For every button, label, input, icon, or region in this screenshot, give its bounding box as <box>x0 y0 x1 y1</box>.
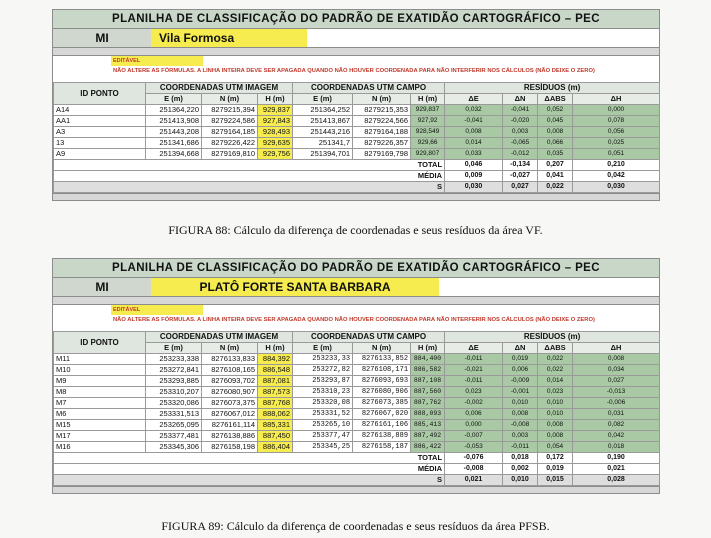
table-row <box>54 420 660 431</box>
cell-n-campo[interactable]: 8276138,889 <box>353 431 411 442</box>
cell-delta-e: 0,000 <box>445 420 503 431</box>
cell-h-img[interactable]: 887,573 <box>258 387 293 398</box>
col-delta-abs: ΔABS <box>538 343 573 354</box>
cell-n-img[interactable]: 8276080,907 <box>202 387 258 398</box>
cell-h-img[interactable]: 886,548 <box>258 365 293 376</box>
cell-e-campo[interactable]: 251443,216 <box>293 127 353 138</box>
cell-id[interactable]: A3 <box>54 127 146 138</box>
cell-e-img[interactable]: 253320,086 <box>146 398 202 409</box>
cell-delta-h: 0,042 <box>573 431 660 442</box>
cell-delta-h: 0,018 <box>573 442 660 453</box>
sheet-title: PLANILHA DE CLASSIFICAÇÃO DO PADRÃO DE EXATIDÃO CARTOGRÁFICO – PEC <box>53 259 659 278</box>
col-delta-n: ΔN <box>503 94 538 105</box>
cell-delta-n: -0,011 <box>503 442 538 453</box>
cell-h-img[interactable]: 887,768 <box>258 398 293 409</box>
sheet-title: PLANILHA DE CLASSIFICAÇÃO DO PADRÃO DE EXATIDÃO CARTOGRÁFICO – PEC <box>53 10 659 29</box>
mi-label: MI <box>53 278 152 296</box>
cell-delta-abs: 0,052 <box>538 105 573 116</box>
cell-delta-abs: 0,008 <box>538 431 573 442</box>
total-delta-e: 0,021 <box>445 475 503 486</box>
col-h-campo: H (m) <box>411 343 445 354</box>
cell-e-campo[interactable]: 251394,701 <box>293 149 353 160</box>
cell-delta-n: 0,008 <box>503 409 538 420</box>
total-label: MÉDIA <box>54 464 445 475</box>
total-label: TOTAL <box>54 160 445 171</box>
cell-e-campo[interactable]: 253310,23 <box>293 387 353 398</box>
cell-delta-h: 0,078 <box>573 116 660 127</box>
cell-n-campo[interactable]: 8276133,852 <box>353 354 411 365</box>
cell-delta-e: -0,041 <box>445 116 503 127</box>
totals-row <box>54 182 660 193</box>
cell-n-img[interactable]: 8276138,886 <box>202 431 258 442</box>
cell-id[interactable]: M15 <box>54 420 146 431</box>
col-h-img: H (m) <box>258 343 293 354</box>
editable-legend: EDITÁVEL <box>111 305 203 315</box>
cell-delta-e: -0,011 <box>445 354 503 365</box>
cell-n-campo[interactable]: 8276080,906 <box>353 387 411 398</box>
cell-n-img[interactable]: 8279164,185 <box>202 127 258 138</box>
mi-row <box>53 278 659 297</box>
campo-coords-header: COORDENADAS UTM CAMPO <box>293 332 445 343</box>
cell-id[interactable]: M7 <box>54 398 146 409</box>
cell-e-img[interactable]: 251364,220 <box>146 105 202 116</box>
col-e-img: E (m) <box>146 343 202 354</box>
cell-e-campo[interactable]: 251364,252 <box>293 105 353 116</box>
total-delta-h: 0,028 <box>573 475 660 486</box>
cell-h-campo[interactable]: 927,92 <box>411 116 445 127</box>
cell-e-img[interactable]: 253331,513 <box>146 409 202 420</box>
total-delta-h: 0,190 <box>573 453 660 464</box>
cell-n-campo[interactable]: 8276158,187 <box>353 442 411 453</box>
cell-id[interactable]: M16 <box>54 442 146 453</box>
cell-delta-h: 0,056 <box>573 127 660 138</box>
cell-delta-e: 0,023 <box>445 387 503 398</box>
cell-h-campo[interactable]: 929,807 <box>411 149 445 160</box>
mi-row <box>53 29 659 48</box>
col-e-campo: E (m) <box>293 94 353 105</box>
table-row <box>54 127 660 138</box>
cell-e-img[interactable]: 251394,668 <box>146 149 202 160</box>
total-delta-n: 0,027 <box>503 182 538 193</box>
cell-delta-n: -0,041 <box>503 105 538 116</box>
cell-n-campo[interactable]: 8279224,566 <box>353 116 411 127</box>
cell-delta-n: -0,008 <box>503 420 538 431</box>
cell-h-img[interactable]: 887,450 <box>258 431 293 442</box>
total-delta-h: 0,042 <box>573 171 660 182</box>
cell-h-img[interactable]: 929,837 <box>258 105 293 116</box>
figure-caption: FIGURA 88: Cálculo da diferença de coordenadas e seus resíduos da área VF. <box>168 223 543 237</box>
cell-n-img[interactable]: 8279226,422 <box>202 138 258 149</box>
cell-h-campo[interactable]: 885,413 <box>411 420 445 431</box>
cell-delta-abs: 0,014 <box>538 376 573 387</box>
cell-h-campo[interactable]: 929,66 <box>411 138 445 149</box>
col-delta-h: ΔH <box>573 343 660 354</box>
cell-id[interactable]: M9 <box>54 376 146 387</box>
col-n-img: N (m) <box>202 94 258 105</box>
cell-h-img[interactable]: 927,843 <box>258 116 293 127</box>
cell-delta-h: 0,031 <box>573 409 660 420</box>
cell-h-campo[interactable]: 928,549 <box>411 127 445 138</box>
cell-n-campo[interactable]: 8276093,693 <box>353 376 411 387</box>
table-row <box>54 116 660 127</box>
cell-e-campo[interactable]: 253265,10 <box>293 420 353 431</box>
cell-delta-h: 0,008 <box>573 354 660 365</box>
cell-id[interactable]: M6 <box>54 409 146 420</box>
total-label: S <box>54 182 445 193</box>
mi-value[interactable]: Vila Formosa <box>151 29 307 47</box>
total-delta-h: 0,210 <box>573 160 660 171</box>
cell-delta-abs: 0,010 <box>538 409 573 420</box>
total-delta-e: -0,008 <box>445 464 503 475</box>
total-label: S <box>54 475 445 486</box>
total-label: MÉDIA <box>54 171 445 182</box>
total-delta-abs: 0,041 <box>538 171 573 182</box>
coordinates-table <box>53 82 660 193</box>
table-row <box>54 442 660 453</box>
totals-row <box>54 475 660 486</box>
table-row <box>54 105 660 116</box>
cell-n-img[interactable]: 8276161,114 <box>202 420 258 431</box>
cell-delta-abs: 0,008 <box>538 420 573 431</box>
figure-caption: FIGURA 89: Cálculo da diferença de coordenadas e seus resíduos da área PFSB. <box>161 519 550 533</box>
col-h-campo: H (m) <box>411 94 445 105</box>
cell-h-img[interactable]: 887,081 <box>258 376 293 387</box>
col-e-img: E (m) <box>146 94 202 105</box>
cell-n-campo[interactable]: 8279226,357 <box>353 138 411 149</box>
totals-row <box>54 464 660 475</box>
cell-h-img[interactable]: 886,404 <box>258 442 293 453</box>
cell-delta-e: 0,006 <box>445 409 503 420</box>
cell-delta-n: -0,065 <box>503 138 538 149</box>
col-h-img: H (m) <box>258 94 293 105</box>
table-row <box>54 387 660 398</box>
total-delta-e: 0,046 <box>445 160 503 171</box>
cell-e-img[interactable]: 253233,338 <box>146 354 202 365</box>
cell-delta-n: 0,019 <box>503 354 538 365</box>
spreadsheet-vila-formosa <box>52 9 660 201</box>
cell-id[interactable]: M8 <box>54 387 146 398</box>
cell-delta-n: 0,003 <box>503 127 538 138</box>
cell-n-campo[interactable]: 8279169,798 <box>353 149 411 160</box>
total-delta-n: 0,002 <box>503 464 538 475</box>
cell-e-campo[interactable]: 253272,82 <box>293 365 353 376</box>
cell-h-img[interactable]: 929,756 <box>258 149 293 160</box>
cell-e-campo[interactable]: 251413,867 <box>293 116 353 127</box>
cell-e-img[interactable]: 251443,208 <box>146 127 202 138</box>
cell-e-campo[interactable]: 253377,47 <box>293 431 353 442</box>
col-delta-n: ΔN <box>503 343 538 354</box>
cell-delta-n: -0,020 <box>503 116 538 127</box>
cell-h-campo[interactable]: 886,582 <box>411 365 445 376</box>
residuos-header: RESÍDUOS (m) <box>445 332 660 343</box>
total-delta-e: 0,030 <box>445 182 503 193</box>
cell-e-img[interactable]: 253293,885 <box>146 376 202 387</box>
cell-h-campo[interactable]: 887,108 <box>411 376 445 387</box>
cell-delta-abs: 0,022 <box>538 354 573 365</box>
id-ponto-header: ID PONTO <box>54 83 146 105</box>
cell-n-img[interactable]: 8276108,165 <box>202 365 258 376</box>
cell-delta-e: 0,008 <box>445 127 503 138</box>
formula-warning: NÃO ALTERE AS FÓRMULAS. A LINHA INTEIRA DEVE SER APAGADA QUANDO NÃO HOUVER COORDENADA PARA NÃO INTERFERIR NOS CÁLCULOS (NÃO DEIXE O ZERO) <box>113 68 595 74</box>
cell-n-img[interactable]: 8279169,810 <box>202 149 258 160</box>
cell-n-img[interactable]: 8279215,394 <box>202 105 258 116</box>
total-delta-n: 0,010 <box>503 475 538 486</box>
cell-delta-abs: 0,022 <box>538 365 573 376</box>
cell-n-campo[interactable]: 8279215,353 <box>353 105 411 116</box>
total-label: TOTAL <box>54 453 445 464</box>
cell-h-img[interactable]: 929,635 <box>258 138 293 149</box>
cell-id[interactable]: M10 <box>54 365 146 376</box>
cell-delta-e: 0,032 <box>445 105 503 116</box>
cell-delta-h: 0,027 <box>573 376 660 387</box>
cell-delta-abs: 0,008 <box>538 127 573 138</box>
coordinates-table <box>53 331 660 486</box>
cell-h-campo[interactable]: 887,560 <box>411 387 445 398</box>
totals-row <box>54 171 660 182</box>
img-coords-header: COORDENADAS UTM IMAGEM <box>146 332 293 343</box>
cell-delta-h: 0,034 <box>573 365 660 376</box>
cell-e-img[interactable]: 253345,306 <box>146 442 202 453</box>
totals-row <box>54 453 660 464</box>
cell-e-campo[interactable]: 253320,08 <box>293 398 353 409</box>
cell-h-campo[interactable]: 887,492 <box>411 431 445 442</box>
cell-delta-e: 0,033 <box>445 149 503 160</box>
cell-n-img[interactable]: 8276073,375 <box>202 398 258 409</box>
cell-delta-n: -0,001 <box>503 387 538 398</box>
separator-strip <box>53 48 659 56</box>
cell-e-campo[interactable]: 253233,33 <box>293 354 353 365</box>
table-row <box>54 365 660 376</box>
cell-delta-e: -0,002 <box>445 398 503 409</box>
cell-delta-e: -0,011 <box>445 376 503 387</box>
cell-n-campo[interactable]: 8276108,171 <box>353 365 411 376</box>
table-row <box>54 431 660 442</box>
col-n-campo: N (m) <box>353 343 411 354</box>
col-delta-e: ΔE <box>445 343 503 354</box>
campo-coords-header: COORDENADAS UTM CAMPO <box>293 83 445 94</box>
cell-delta-abs: 0,054 <box>538 442 573 453</box>
cell-n-campo[interactable]: 8276161,106 <box>353 420 411 431</box>
cell-n-img[interactable]: 8276133,833 <box>202 354 258 365</box>
table-row <box>54 398 660 409</box>
total-delta-h: 0,030 <box>573 182 660 193</box>
separator-strip <box>53 297 659 305</box>
total-delta-n: -0,134 <box>503 160 538 171</box>
cell-h-campo[interactable]: 887,762 <box>411 398 445 409</box>
residuos-header: RESÍDUOS (m) <box>445 83 660 94</box>
cell-e-img[interactable]: 253272,841 <box>146 365 202 376</box>
table-row <box>54 138 660 149</box>
cell-delta-n: 0,010 <box>503 398 538 409</box>
cell-n-img[interactable]: 8276093,702 <box>202 376 258 387</box>
table-row <box>54 354 660 365</box>
cell-h-img[interactable]: 884,392 <box>258 354 293 365</box>
cell-id[interactable]: M17 <box>54 431 146 442</box>
cell-delta-n: 0,003 <box>503 431 538 442</box>
editable-legend: EDITÁVEL <box>111 56 203 66</box>
cell-id[interactable]: A9 <box>54 149 146 160</box>
col-delta-e: ΔE <box>445 94 503 105</box>
cell-e-img[interactable]: 251341,686 <box>146 138 202 149</box>
cell-n-campo[interactable]: 8276073,385 <box>353 398 411 409</box>
col-e-campo: E (m) <box>293 343 353 354</box>
cell-n-campo[interactable]: 8279164,188 <box>353 127 411 138</box>
mi-value[interactable]: PLATÔ FORTE SANTA BARBARA <box>151 278 439 296</box>
cell-delta-abs: 0,045 <box>538 116 573 127</box>
cell-e-campo[interactable]: 253345,25 <box>293 442 353 453</box>
id-ponto-header: ID PONTO <box>54 332 146 354</box>
mi-label: MI <box>53 29 152 47</box>
cell-delta-n: -0,012 <box>503 149 538 160</box>
cell-delta-h: 0,000 <box>573 105 660 116</box>
cell-id[interactable]: M11 <box>54 354 146 365</box>
cell-delta-abs: 0,023 <box>538 387 573 398</box>
cell-h-campo[interactable]: 929,837 <box>411 105 445 116</box>
cell-h-campo[interactable]: 888,093 <box>411 409 445 420</box>
cell-id[interactable]: AA1 <box>54 116 146 127</box>
total-delta-e: -0,076 <box>445 453 503 464</box>
col-n-campo: N (m) <box>353 94 411 105</box>
col-delta-abs: ΔABS <box>538 94 573 105</box>
cell-delta-e: 0,014 <box>445 138 503 149</box>
cell-h-campo[interactable]: 886,422 <box>411 442 445 453</box>
total-delta-abs: 0,022 <box>538 182 573 193</box>
cell-id[interactable]: A14 <box>54 105 146 116</box>
cell-delta-e: -0,053 <box>445 442 503 453</box>
table-body <box>54 354 660 486</box>
cell-delta-n: 0,006 <box>503 365 538 376</box>
cell-id[interactable]: 13 <box>54 138 146 149</box>
totals-row <box>54 160 660 171</box>
total-delta-h: 0,021 <box>573 464 660 475</box>
cell-delta-h: 0,025 <box>573 138 660 149</box>
cell-e-campo[interactable]: 251341,7 <box>293 138 353 149</box>
total-delta-abs: 0,019 <box>538 464 573 475</box>
cell-delta-n: -0,009 <box>503 376 538 387</box>
cell-n-campo[interactable]: 8276067,020 <box>353 409 411 420</box>
cell-n-img[interactable]: 8276067,012 <box>202 409 258 420</box>
total-delta-abs: 0,015 <box>538 475 573 486</box>
cell-delta-h: -0,013 <box>573 387 660 398</box>
total-delta-n: 0,018 <box>503 453 538 464</box>
table-body <box>54 105 660 193</box>
spreadsheet-plato-forte <box>52 258 660 494</box>
table-row <box>54 376 660 387</box>
cell-e-img[interactable]: 253377,481 <box>146 431 202 442</box>
total-delta-abs: 0,207 <box>538 160 573 171</box>
cell-h-campo[interactable]: 884,400 <box>411 354 445 365</box>
cell-e-campo[interactable]: 253293,87 <box>293 376 353 387</box>
cell-e-campo[interactable]: 253331,52 <box>293 409 353 420</box>
cell-e-img[interactable]: 251413,908 <box>146 116 202 127</box>
cell-h-img[interactable]: 888,062 <box>258 409 293 420</box>
cell-delta-h: -0,006 <box>573 398 660 409</box>
cell-delta-abs: 0,035 <box>538 149 573 160</box>
total-delta-e: 0,009 <box>445 171 503 182</box>
cell-delta-abs: 0,066 <box>538 138 573 149</box>
img-coords-header: COORDENADAS UTM IMAGEM <box>146 83 293 94</box>
formula-warning: NÃO ALTERE AS FÓRMULAS. A LINHA INTEIRA DEVE SER APAGADA QUANDO NÃO HOUVER COORDENADA PARA NÃO INTERFERIR NOS CÁLCULOS (NÃO DEIXE O ZERO) <box>113 317 595 323</box>
cell-e-img[interactable]: 253265,095 <box>146 420 202 431</box>
cell-delta-e: -0,021 <box>445 365 503 376</box>
cell-n-img[interactable]: 8276158,198 <box>202 442 258 453</box>
cell-delta-h: 0,082 <box>573 420 660 431</box>
cell-delta-h: 0,051 <box>573 149 660 160</box>
cell-delta-abs: 0,010 <box>538 398 573 409</box>
cell-n-img[interactable]: 8279224,586 <box>202 116 258 127</box>
cell-delta-e: -0,007 <box>445 431 503 442</box>
total-delta-n: -0,027 <box>503 171 538 182</box>
cell-h-img[interactable]: 885,331 <box>258 420 293 431</box>
cell-e-img[interactable]: 253310,207 <box>146 387 202 398</box>
table-row <box>54 409 660 420</box>
total-delta-abs: 0,172 <box>538 453 573 464</box>
col-n-img: N (m) <box>202 343 258 354</box>
col-delta-h: ΔH <box>573 94 660 105</box>
table-row <box>54 149 660 160</box>
cell-h-img[interactable]: 928,493 <box>258 127 293 138</box>
